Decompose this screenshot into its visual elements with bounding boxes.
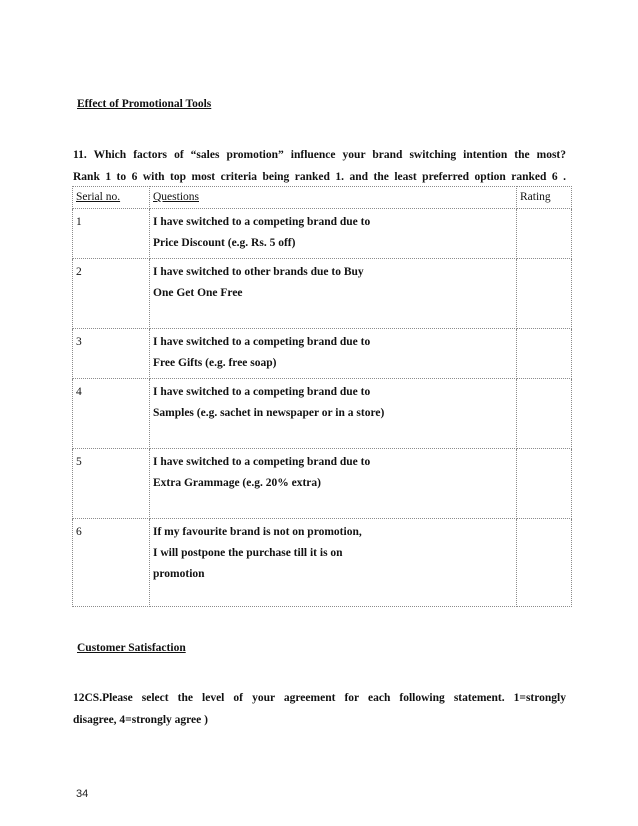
serial-cell: 2 xyxy=(73,259,150,329)
question-line: I have switched to a competing brand due to xyxy=(153,386,371,398)
table-row xyxy=(73,329,572,379)
rating-cell[interactable] xyxy=(517,449,572,519)
serial-cell: 3 xyxy=(73,329,150,379)
table-row xyxy=(73,209,572,259)
question-line: I have switched to other brands due to Buy xyxy=(153,266,364,278)
question-cell xyxy=(150,449,517,519)
rating-cell[interactable] xyxy=(517,379,572,449)
rating-cell[interactable] xyxy=(517,519,572,607)
question-cell xyxy=(150,259,517,329)
table-row xyxy=(73,519,572,607)
table-row xyxy=(73,259,572,329)
question-cell xyxy=(150,329,517,379)
question-line: promotion xyxy=(153,568,205,580)
question-line: I have switched to a competing brand due to xyxy=(153,216,371,228)
question-line: Samples (e.g. sachet in newspaper or in a store) xyxy=(153,407,385,419)
question-line: I will postpone the purchase till it is on xyxy=(153,547,343,559)
header-serial-no: Serial no. xyxy=(73,187,150,209)
question-11-line-2: Rank 1 to 6 with top most criteria being ranked 1. and the least preferred option ranked 6 . xyxy=(73,171,566,183)
serial-cell: 1 xyxy=(73,209,150,259)
ranking-table xyxy=(72,186,572,607)
section-heading-customer-satisfaction: Customer Satisfaction xyxy=(77,642,186,654)
table-row xyxy=(73,379,572,449)
page-number: 34 xyxy=(76,788,89,800)
question-line: I have switched to a competing brand due to xyxy=(153,456,371,468)
rating-cell[interactable] xyxy=(517,329,572,379)
rating-cell[interactable] xyxy=(517,259,572,329)
question-11-text xyxy=(73,144,566,188)
question-line: Extra Grammage (e.g. 20% extra) xyxy=(153,477,321,489)
serial-cell: 4 xyxy=(73,379,150,449)
header-questions: Questions xyxy=(150,187,517,209)
question-12-text xyxy=(73,687,566,731)
table-header-row xyxy=(73,187,572,209)
question-12-line-1: 12CS.Please select the level of your agreement for each following statement. 1=strongly xyxy=(73,692,566,704)
serial-cell: 5 xyxy=(73,449,150,519)
table-row xyxy=(73,449,572,519)
question-line: I have switched to a competing brand due to xyxy=(153,336,371,348)
question-12-line-2: disagree, 4=strongly agree ) xyxy=(73,714,208,726)
question-cell xyxy=(150,379,517,449)
question-11-line-1: 11. Which factors of “sales promotion” influence your brand switching intention the most? xyxy=(73,149,566,161)
header-rating: Rating xyxy=(517,187,572,209)
question-line: Free Gifts (e.g. free soap) xyxy=(153,357,277,369)
question-line: Price Discount (e.g. Rs. 5 off) xyxy=(153,237,296,249)
question-line: If my favourite brand is not on promotion, xyxy=(153,526,362,538)
question-cell xyxy=(150,519,517,607)
section-heading-promotional-tools: Effect of Promotional Tools xyxy=(77,98,212,110)
question-line: One Get One Free xyxy=(153,287,243,299)
serial-cell: 6 xyxy=(73,519,150,607)
rating-cell[interactable] xyxy=(517,209,572,259)
question-cell xyxy=(150,209,517,259)
